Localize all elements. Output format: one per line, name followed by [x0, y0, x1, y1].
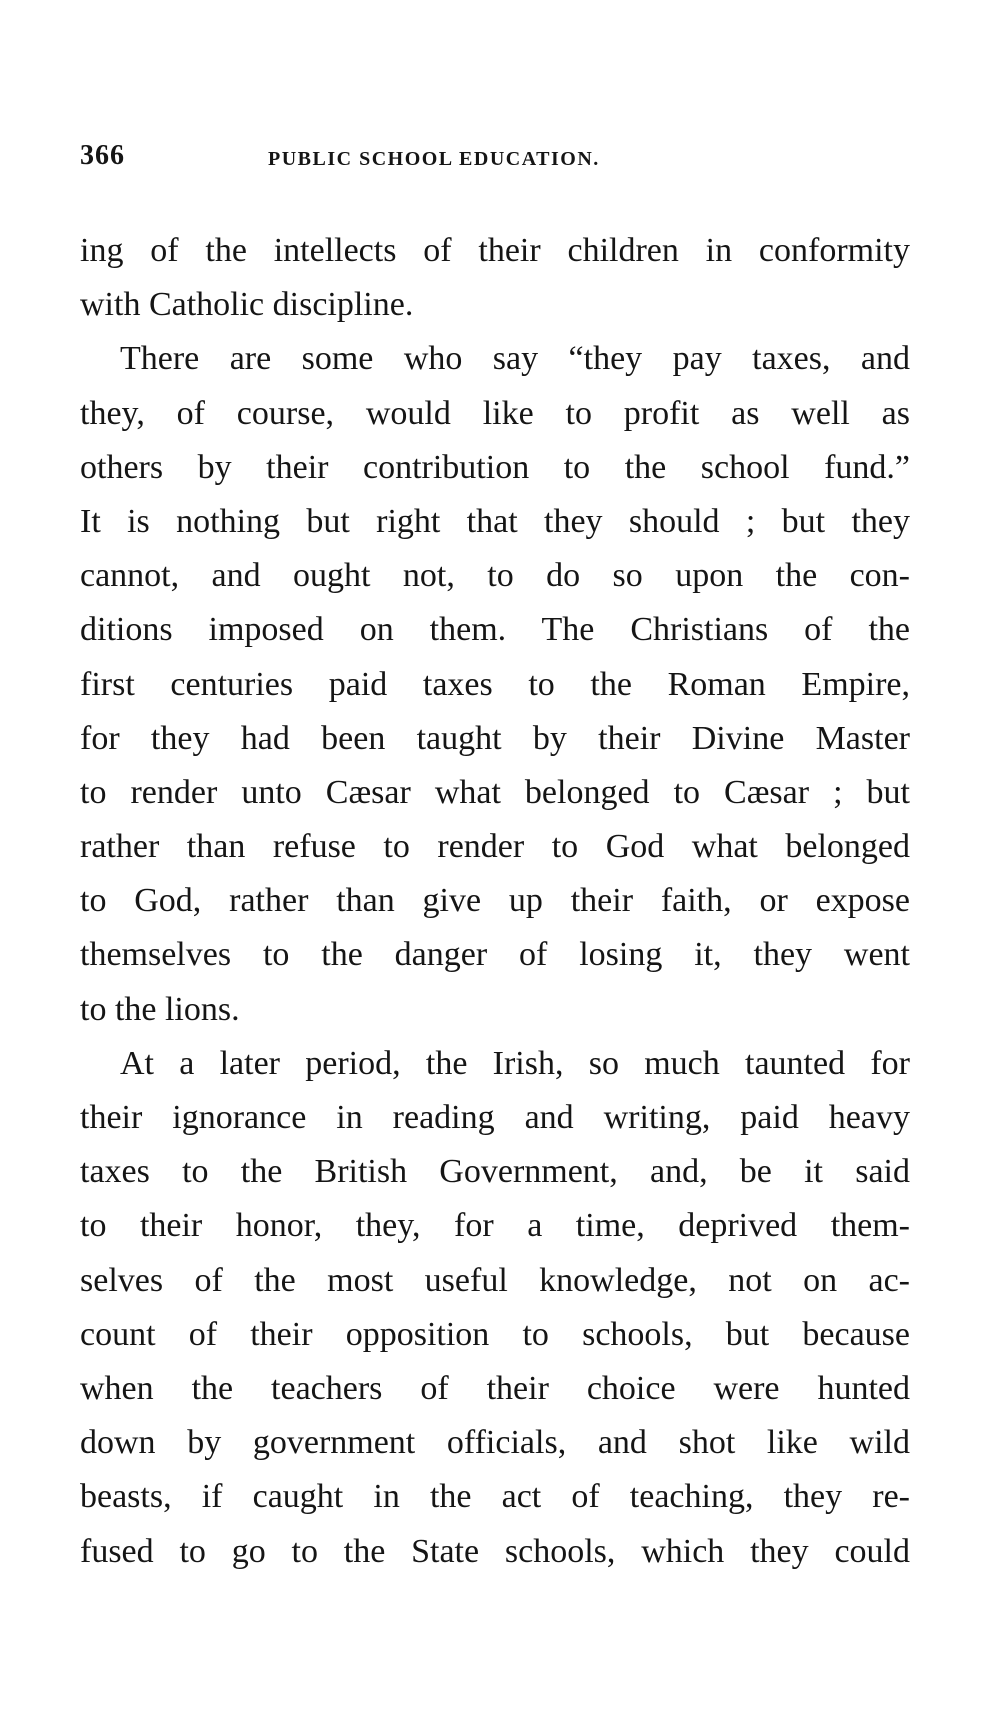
- text-line: down by government officials, and shot like wild: [80, 1424, 910, 1462]
- text-line: for they had been taught by their Divine Master: [80, 719, 910, 757]
- text-line: beasts, if caught in the act of teaching, they re-: [80, 1478, 910, 1516]
- text-line: selves of the most useful knowledge, not on ac-: [80, 1261, 910, 1299]
- paragraph-1: [80, 224, 910, 332]
- text-line: ditions imposed on them. The Christians of the: [80, 611, 910, 649]
- text-line: to God, rather than give up their faith, or expose: [80, 882, 910, 920]
- text-line: rather than refuse to render to God what belonged: [80, 828, 910, 866]
- text-line: others by their contribution to the school fund.”: [80, 448, 910, 486]
- text-line: to the lions.: [80, 990, 240, 1028]
- page-number: 366: [80, 140, 125, 171]
- text-line: to their honor, they, for a time, deprived them-: [80, 1207, 910, 1245]
- text-line: with Catholic discipline.: [80, 286, 414, 324]
- text-line: cannot, and ought not, to do so upon the con-: [80, 557, 910, 595]
- paragraph-2: [80, 332, 910, 1036]
- text-line: first centuries paid taxes to the Roman Empire,: [80, 665, 910, 703]
- text-line: ing of the intellects of their children in conformity: [80, 232, 910, 269]
- text-line: to render unto Cæsar what belonged to Cæsar ; but: [80, 773, 910, 811]
- text-line: taxes to the British Government, and, be it said: [80, 1153, 910, 1191]
- running-title: PUBLIC SCHOOL EDUCATION.: [268, 148, 600, 170]
- paragraph-3: [80, 1037, 910, 1579]
- text-line: There are some who say “they pay taxes, and: [120, 340, 910, 378]
- running-head: [80, 140, 740, 180]
- text-line: At a later period, the Irish, so much taunted for: [120, 1044, 910, 1082]
- text-line: when the teachers of their choice were hunted: [80, 1369, 910, 1407]
- text-line: fused to go to the State schools, which they could: [80, 1532, 910, 1570]
- text-line: themselves to the danger of losing it, they went: [80, 936, 910, 974]
- text-line: they, of course, would like to profit as well as: [80, 394, 910, 432]
- text-line: their ignorance in reading and writing, paid heavy: [80, 1099, 910, 1136]
- body-text: [80, 224, 910, 1579]
- text-line: count of their opposition to schools, but because: [80, 1315, 910, 1353]
- text-line: It is nothing but right that they should ; but they: [80, 502, 910, 540]
